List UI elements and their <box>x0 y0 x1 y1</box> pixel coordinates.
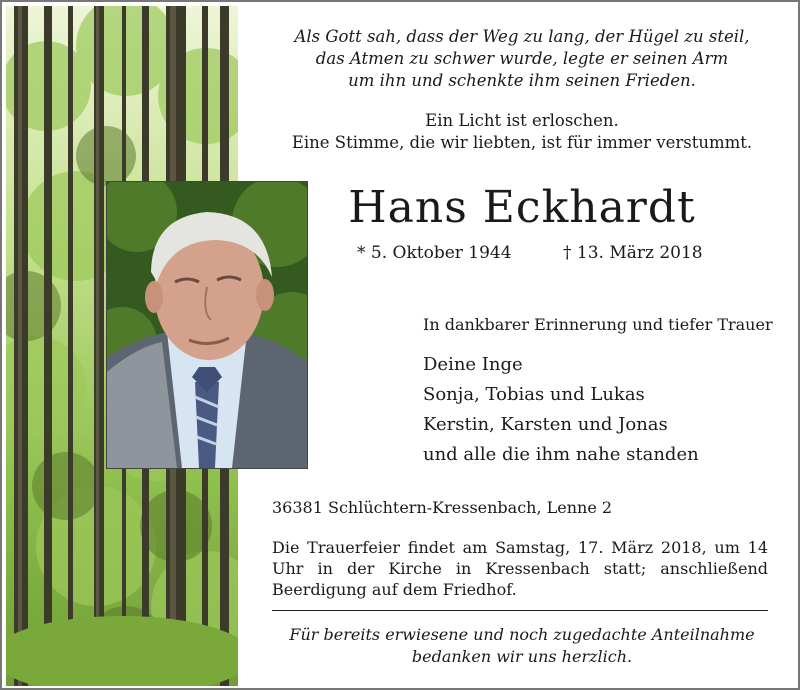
divider <box>272 610 768 611</box>
thanks-line: bedanken wir uns herzlich. <box>411 647 633 666</box>
poem-line: das Atmen zu schwer wurde, legte er seinen Arm <box>315 49 729 68</box>
quote-line: Eine Stimme, die wir liebten, ist für immer verstummt. <box>291 133 753 152</box>
poem-line: Als Gott sah, dass der Weg zu lang, der Hügel zu steil, <box>294 27 750 46</box>
thanks-line: Für bereits erwiesene und noch zugedachte Anteilnahme <box>289 625 755 644</box>
mourning-quote <box>272 110 772 154</box>
birth-date: * 5. Oktober 1944 <box>357 243 512 263</box>
quote-line: Ein Licht ist erloschen. <box>425 111 619 130</box>
thanks-note <box>272 624 772 668</box>
gratitude-line: In dankbarer Erinnerung und tiefer Trauer <box>423 315 773 334</box>
mourner-entry: Deine Inge <box>423 354 523 375</box>
family-address: 36381 Schlüchtern-Kressenbach, Lenne 2 <box>272 498 613 517</box>
mourner-entry: und alle die ihm nahe standen <box>423 444 699 465</box>
mourner-entry: Sonja, Tobias und Lukas <box>423 384 645 405</box>
funeral-details: Die Trauerfeier findet am Samstag, 17. März 2018, um 14 Uhr in der Kirche in Kressenbach statt; anschließend Beerdigung auf dem Friedhof. <box>272 538 768 599</box>
poem-verse <box>272 26 772 92</box>
deceased-name: Hans Eckhardt <box>348 182 696 233</box>
poem-line: um ihn und schenkte ihm seinen Frieden. <box>348 71 696 90</box>
mourners-list <box>423 350 699 470</box>
mourner-entry: Kerstin, Karsten und Jonas <box>423 414 668 435</box>
life-dates <box>357 243 703 263</box>
death-date: † 13. März 2018 <box>562 243 703 263</box>
